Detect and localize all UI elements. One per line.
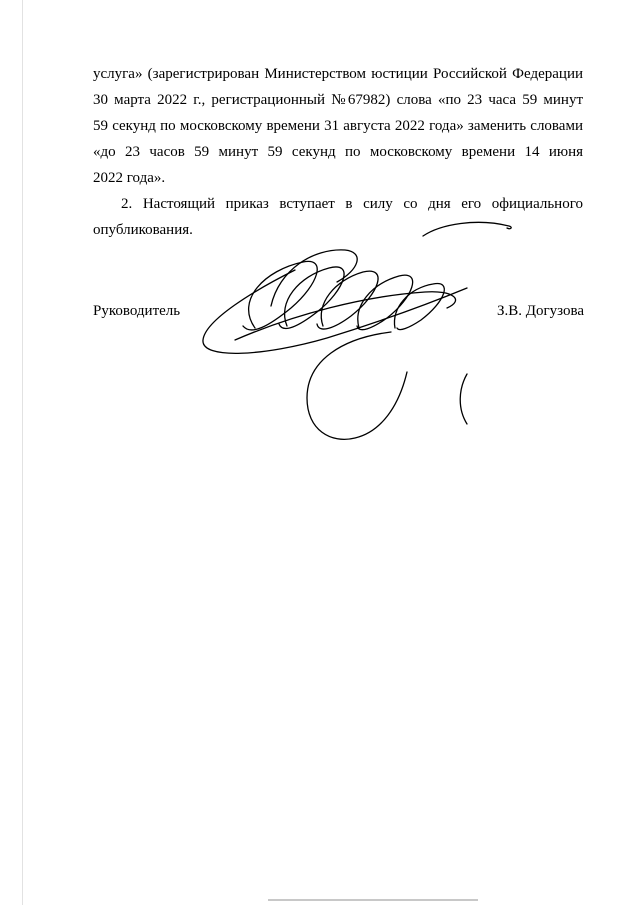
text-line: 2022 года». (93, 170, 166, 186)
scan-edge-left (22, 0, 23, 905)
text-line: опубликования. (93, 222, 193, 238)
scan-edge-bottom (268, 899, 478, 901)
text-line: «до 23 часов 59 минут 59 секунд по московскому времени 14 июня (93, 144, 583, 160)
text-line: 59 секунд по московскому времени 31 августа 2022 года» заменить словами (93, 118, 583, 134)
handwritten-signature (195, 210, 525, 450)
signatory-title: Руководитель (93, 303, 181, 319)
text-line: 2. Настоящий приказ вступает в силу со дня его официального (121, 196, 583, 212)
text-line: услуга» (зарегистрирован Министерством юстиции Российской Федерации (93, 66, 583, 82)
text-line: 30 марта 2022 г., регистрационный №67982) слова «по 23 часа 59 минут (93, 92, 583, 108)
signatory-name: З.В. Догузова (497, 303, 585, 319)
paragraph-amendment (93, 61, 583, 191)
